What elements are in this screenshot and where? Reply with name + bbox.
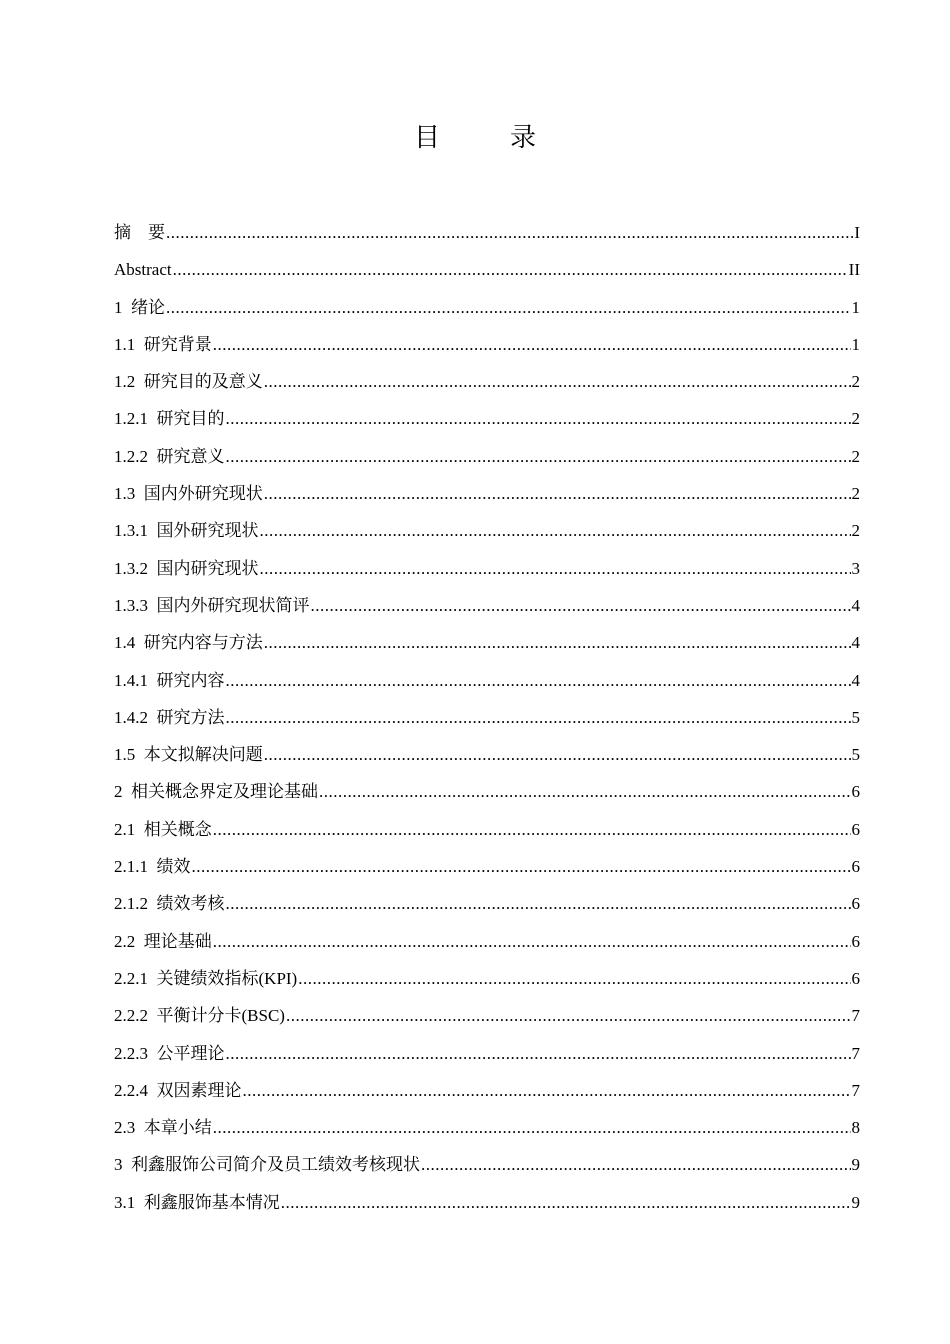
toc-dot-leader (213, 811, 851, 848)
toc-entry-page-number: 5 (851, 745, 860, 765)
toc-entry-label: 利鑫服饰公司简介及员工绩效考核现状 (131, 1155, 420, 1175)
toc-entry-number: 1.1 (114, 334, 136, 354)
toc-entry[interactable] (114, 550, 860, 587)
toc-entry-label: 研究意义 (156, 446, 225, 466)
toc-entry-label: Abstract (114, 260, 172, 280)
toc-entry-page-number: 1 (851, 297, 860, 317)
toc-entry-label: 摘 要 (114, 223, 165, 242)
toc-dot-leader (226, 400, 851, 437)
toc-entry-number: 2.2.2 (114, 1006, 148, 1026)
toc-entry[interactable] (114, 960, 860, 997)
toc-dot-leader (298, 960, 850, 997)
toc-entry-number: 1.3.1 (114, 521, 148, 541)
toc-entry[interactable] (114, 699, 860, 736)
table-of-contents (114, 214, 860, 1221)
toc-entry-gap (148, 512, 157, 549)
toc-entry-number: 1 (114, 297, 123, 317)
toc-entry-gap (148, 960, 157, 997)
toc-entry[interactable] (114, 251, 860, 288)
toc-entry-number: 1.4.2 (114, 707, 148, 727)
toc-dot-leader (166, 289, 851, 326)
toc-dot-leader (264, 363, 851, 400)
toc-entry-label: 国内外研究现状简评 (156, 595, 310, 615)
toc-dot-leader (213, 326, 851, 363)
toc-entry[interactable] (114, 1184, 860, 1221)
toc-entry-number: 1.2.2 (114, 446, 148, 466)
toc-entry-page-number: 6 (851, 819, 860, 839)
toc-entry-page-number: 6 (851, 782, 860, 802)
toc-entry-page-number: 9 (851, 1192, 860, 1212)
toc-entry[interactable] (114, 475, 860, 512)
toc-dot-leader (213, 1109, 851, 1146)
toc-entry-gap (148, 848, 157, 885)
toc-entry[interactable] (114, 1146, 860, 1183)
toc-dot-leader (226, 699, 851, 736)
toc-entry-label: 本章小结 (143, 1118, 212, 1138)
toc-dot-leader (243, 1072, 851, 1109)
toc-entry-gap (148, 587, 157, 624)
toc-entry-label: 国内外研究现状 (143, 484, 263, 504)
toc-entry-number: 1.3.2 (114, 558, 148, 578)
toc-entry-number: 2.3 (114, 1118, 136, 1138)
toc-dot-leader (264, 624, 851, 661)
toc-entry-number: 2.2.1 (114, 968, 148, 988)
toc-entry[interactable] (114, 363, 860, 400)
toc-entry-page-number: 6 (851, 857, 860, 877)
toc-entry-label: 关键绩效指标(KPI) (156, 968, 298, 988)
toc-entry-gap (135, 736, 144, 773)
toc-dot-leader (226, 662, 851, 699)
toc-entry[interactable] (114, 326, 860, 363)
toc-entry-label: 国外研究现状 (156, 521, 259, 541)
toc-entry-number: 1.5 (114, 745, 136, 765)
toc-entry-page-number: 2 (851, 521, 860, 541)
toc-entry-page-number: 2 (851, 484, 860, 504)
toc-entry-label: 绩效 (156, 857, 191, 877)
toc-entry[interactable] (114, 587, 860, 624)
toc-entry-number: 2.2 (114, 931, 136, 951)
toc-entry[interactable] (114, 1035, 860, 1072)
toc-entry-page-number: 7 (851, 1080, 860, 1100)
toc-entry-number: 1.4 (114, 633, 136, 653)
toc-dot-leader (226, 885, 851, 922)
toc-entry-number: 2.1 (114, 819, 136, 839)
toc-entry-page-number: 6 (851, 931, 860, 951)
toc-dot-leader (226, 438, 851, 475)
toc-entry[interactable] (114, 438, 860, 475)
toc-dot-leader (264, 475, 851, 512)
toc-entry-label: 绪论 (131, 297, 165, 317)
toc-entry-page-number: 5 (851, 707, 860, 727)
toc-entry-label: 理论基础 (143, 931, 212, 951)
toc-dot-leader (286, 997, 851, 1034)
toc-entry-page-number: 4 (851, 633, 860, 653)
toc-entry-label: 相关概念 (143, 819, 212, 839)
toc-entry-number: 3 (114, 1155, 123, 1175)
toc-entry-page-number: 6 (851, 968, 860, 988)
toc-entry[interactable] (114, 997, 860, 1034)
toc-entry[interactable] (114, 289, 860, 326)
toc-entry-page-number: 6 (851, 894, 860, 914)
toc-entry[interactable] (114, 1109, 860, 1146)
toc-entry-number: 1.2 (114, 372, 136, 392)
page-title: 目 录 (413, 123, 558, 152)
toc-entry-gap (148, 1035, 157, 1072)
toc-entry-page-number: 1 (851, 334, 860, 354)
toc-dot-leader (311, 587, 851, 624)
toc-entry-number: 1.3 (114, 484, 136, 504)
toc-entry-page-number: 2 (851, 409, 860, 429)
toc-entry-label: 平衡计分卡(BSC) (156, 1006, 285, 1026)
toc-entry-page-number: 7 (851, 1006, 860, 1026)
toc-entry-number: 3.1 (114, 1192, 136, 1212)
toc-dot-leader (166, 214, 853, 251)
toc-entry[interactable] (114, 214, 860, 251)
toc-entry-page-number: II (848, 260, 860, 280)
toc-dot-leader (260, 512, 851, 549)
toc-entry-number: 2.1.1 (114, 857, 148, 877)
toc-entry-number: 2 (114, 782, 123, 802)
toc-entry-label: 公平理论 (156, 1043, 225, 1063)
toc-entry-gap (148, 997, 157, 1034)
toc-entry-page-number: 9 (851, 1155, 860, 1175)
toc-dot-leader (260, 550, 851, 587)
toc-dot-leader (192, 848, 851, 885)
toc-dot-leader (226, 1035, 851, 1072)
toc-entry[interactable] (114, 848, 860, 885)
toc-entry[interactable] (114, 400, 860, 437)
toc-entry-number: 1.4.1 (114, 670, 148, 690)
toc-entry-gap (148, 699, 157, 736)
toc-entry-gap (148, 550, 157, 587)
toc-entry-number: 2.1.2 (114, 894, 148, 914)
toc-entry-page-number: 4 (851, 595, 860, 615)
toc-entry-page-number: 2 (851, 372, 860, 392)
toc-entry[interactable] (114, 736, 860, 773)
toc-entry-label: 相关概念界定及理论基础 (131, 782, 318, 802)
toc-entry-gap (123, 773, 132, 810)
toc-entry-page-number: 3 (851, 558, 860, 578)
toc-entry-page-number: 7 (851, 1043, 860, 1063)
toc-entry-label: 双因素理论 (156, 1080, 242, 1100)
toc-entry-gap (135, 363, 144, 400)
toc-entry-label: 研究背景 (143, 334, 212, 354)
toc-dot-leader (281, 1184, 851, 1221)
toc-entry-label: 研究目的及意义 (143, 372, 263, 392)
toc-dot-leader (173, 251, 848, 288)
toc-entry-gap (148, 1072, 157, 1109)
toc-entry-gap (135, 475, 144, 512)
toc-dot-leader (264, 736, 851, 773)
toc-entry-gap (135, 1109, 144, 1146)
toc-entry-label: 国内研究现状 (156, 558, 259, 578)
toc-entry-gap (123, 1146, 132, 1183)
toc-entry[interactable] (114, 923, 860, 960)
toc-entry-number: 2.2.4 (114, 1080, 148, 1100)
toc-entry-label: 本文拟解决问题 (143, 745, 263, 765)
toc-entry[interactable] (114, 811, 860, 848)
toc-entry-number: 1.3.3 (114, 595, 148, 615)
toc-dot-leader (421, 1146, 851, 1183)
toc-dot-leader (213, 923, 851, 960)
toc-entry-number: 1.2.1 (114, 409, 148, 429)
toc-entry-label: 绩效考核 (156, 894, 225, 914)
toc-entry-label: 研究方法 (156, 707, 225, 727)
toc-entry-page-number: I (854, 223, 860, 242)
toc-entry-gap (135, 624, 144, 661)
toc-entry-gap (135, 923, 144, 960)
toc-entry-label: 利鑫服饰基本情况 (143, 1192, 280, 1212)
toc-entry-gap (135, 326, 144, 363)
toc-entry[interactable] (114, 773, 860, 810)
toc-entry-gap (135, 1184, 144, 1221)
toc-entry-gap (148, 662, 157, 699)
toc-entry[interactable] (114, 624, 860, 661)
toc-entry-number: 2.2.3 (114, 1043, 148, 1063)
toc-entry-gap (148, 885, 157, 922)
toc-entry-label: 研究目的 (156, 409, 225, 429)
toc-entry[interactable] (114, 512, 860, 549)
toc-dot-leader (319, 773, 851, 810)
toc-entry-gap (123, 289, 132, 326)
toc-entry[interactable] (114, 1072, 860, 1109)
toc-entry[interactable] (114, 662, 860, 699)
toc-entry-label: 研究内容 (156, 670, 225, 690)
toc-entry[interactable] (114, 885, 860, 922)
toc-entry-page-number: 2 (851, 446, 860, 466)
toc-entry-gap (148, 400, 157, 437)
toc-entry-page-number: 8 (851, 1118, 860, 1138)
toc-entry-label: 研究内容与方法 (143, 633, 263, 653)
toc-entry-page-number: 4 (851, 670, 860, 690)
toc-entry-gap (135, 811, 144, 848)
toc-entry-gap (148, 438, 157, 475)
